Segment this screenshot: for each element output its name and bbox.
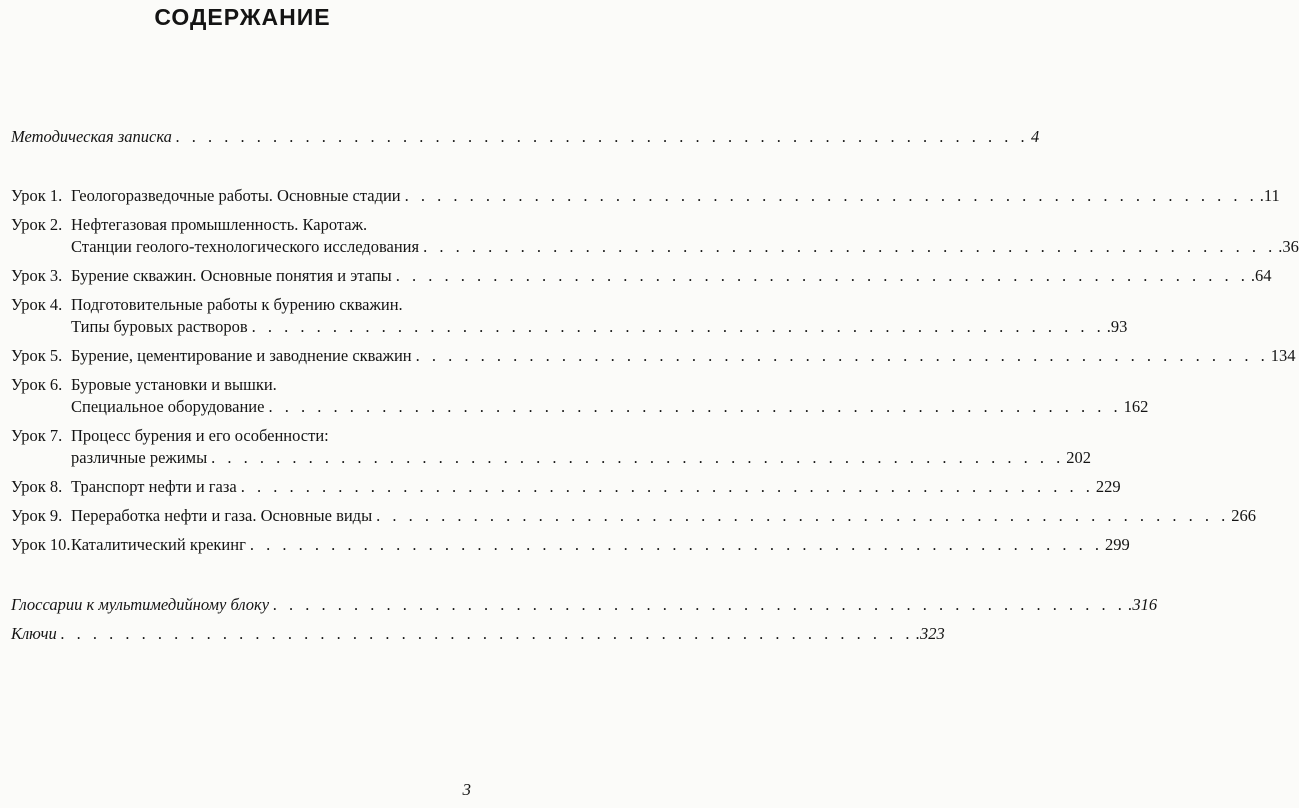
lesson-label: Урок 3. <box>11 266 63 285</box>
leader-dots: . . . . . . . . . . . . . . . . . . . . . . . . . . . . . . . . . . . . . . . . . . . . . . . . . . . . . <box>395 266 1249 285</box>
toc-entry-text: Буровые установки и вышки. <box>71 375 277 394</box>
toc-entry-lesson-5[interactable] <box>71 345 1296 367</box>
lesson-label: Урок 4. <box>11 295 63 314</box>
page-title: СОДЕРЖАНИЕ <box>154 4 331 30</box>
lesson-label: Урок 6. <box>11 375 63 394</box>
toc-entry-text: Типы буровых растворов <box>71 317 248 336</box>
leader-dots: . . . . . . . . . . . . . . . . . . . . . . . . . . . . . . . . . . . . . . . . . . . . . . . . . . . . . <box>404 186 1258 205</box>
toc-entry-lesson-9[interactable] <box>71 505 1257 527</box>
toc-entry-text: Транспорт нефти и газа <box>71 477 237 496</box>
toc-entry-page: 4 <box>1031 127 1040 146</box>
leader-dots: . . . . . . . . . . . . . . . . . . . . . . . . . . . . . . . . . . . . . . . . . . . . . . . . . . . . . <box>240 477 1094 496</box>
toc-entry-lesson-1[interactable] <box>71 185 1280 207</box>
toc-entry-page: .64 <box>1250 266 1272 285</box>
toc-entry-text: Специальное оборудование <box>71 397 265 416</box>
toc-entry-lesson-8[interactable] <box>71 476 1121 498</box>
leader-dots: . . . . . . . . . . . . . . . . . . . . . . . . . . . . . . . . . . . . . . . . . . . . . . . . . . . . . <box>251 317 1105 336</box>
toc-entry-text: Процесс бурения и его особенности: <box>71 426 329 445</box>
leader-dots: . . . . . . . . . . . . . . . . . . . . . . . . . . . . . . . . . . . . . . . . . . . . . . . . . . . . . <box>423 237 1277 256</box>
toc-entry-text: Бурение скважин. Основные понятия и этапы <box>71 266 392 285</box>
toc-entry-page: 202 <box>1066 448 1092 467</box>
toc-entry-text: Станции геолого-технологического исследования <box>71 237 420 256</box>
leader-dots: . . . . . . . . . . . . . . . . . . . . . . . . . . . . . . . . . . . . . . . . . . . . . . . . . . . . . <box>211 448 1065 467</box>
toc-entry-text: Методическая записка <box>11 127 172 146</box>
toc-entry-text: Бурение, цементирование и заводнение скважин <box>71 346 412 365</box>
toc-entry-page: 229 <box>1095 477 1121 496</box>
toc-entry-lesson-2[interactable] <box>71 236 1299 258</box>
leader-dots: . . . . . . . . . . . . . . . . . . . . . . . . . . . . . . . . . . . . . . . . . . . . . . . . . . . . . <box>60 624 914 643</box>
toc-entry-text: Подготовительные работы к бурению скважин. <box>71 295 403 314</box>
toc-entry-page: .36 <box>1278 237 1299 256</box>
toc-entry-page: 266 <box>1231 506 1257 525</box>
leader-dots: . . . . . . . . . . . . . . . . . . . . . . . . . . . . . . . . . . . . . . . . . . . . . . . . . . . . . <box>249 535 1103 554</box>
toc-entry-keys[interactable] <box>11 623 945 645</box>
toc-entry-text: различные режимы <box>71 448 208 467</box>
leader-dots: . . . . . . . . . . . . . . . . . . . . . . . . . . . . . . . . . . . . . . . . . . . . . . . . . . . . . <box>175 127 1030 146</box>
toc-entry-page: .93 <box>1106 317 1128 336</box>
toc-entry-lesson-10[interactable] <box>71 534 1130 556</box>
toc-entry-intro[interactable] <box>11 126 1040 148</box>
page-number: 3 <box>462 780 471 799</box>
toc-entry-lesson-4[interactable] <box>71 316 1128 338</box>
toc-entry-page: 299 <box>1105 535 1130 554</box>
toc-entry-lesson-6[interactable] <box>71 396 1149 418</box>
toc-entry-lesson-3[interactable] <box>71 265 1272 287</box>
toc-entry-text: Глоссарии к мультимедийному блоку <box>11 595 270 614</box>
toc-entry-page: .11 <box>1259 186 1280 205</box>
toc-entry-page: 162 <box>1123 397 1149 416</box>
lesson-label: Урок 5. <box>11 346 63 365</box>
toc-entry-lesson-7[interactable] <box>71 447 1092 469</box>
toc-entry-page: .316 <box>1128 595 1158 614</box>
toc-entry-text: Нефтегазовая промышленность. Каротаж. <box>71 215 368 234</box>
toc-entry-text: Переработка нефти и газа. Основные виды <box>71 506 373 525</box>
toc-entry-page: 134 <box>1270 346 1296 365</box>
toc-entry-text: Каталитический крекинг <box>71 535 246 554</box>
lesson-label: Урок 8. <box>11 477 63 496</box>
leader-dots: . . . . . . . . . . . . . . . . . . . . . . . . . . . . . . . . . . . . . . . . . . . . . . . . . . . . . <box>273 595 1127 614</box>
leader-dots: . . . . . . . . . . . . . . . . . . . . . . . . . . . . . . . . . . . . . . . . . . . . . . . . . . . . . <box>415 346 1269 365</box>
lesson-label: Урок 2. <box>11 215 63 234</box>
lesson-label: Урок 10. <box>11 535 71 554</box>
leader-dots: . . . . . . . . . . . . . . . . . . . . . . . . . . . . . . . . . . . . . . . . . . . . . . . . . . . . . <box>268 397 1122 416</box>
toc-entry-text: Геологоразведочные работы. Основные стадии <box>71 186 401 205</box>
toc-entry-glossary[interactable] <box>11 594 1158 616</box>
lesson-label: Урок 9. <box>11 506 63 525</box>
toc-entry-page: .323 <box>915 624 945 643</box>
lesson-label: Урок 1. <box>11 186 63 205</box>
lesson-label: Урок 7. <box>11 426 63 445</box>
leader-dots: . . . . . . . . . . . . . . . . . . . . . . . . . . . . . . . . . . . . . . . . . . . . . . . . . . . . . <box>376 506 1230 525</box>
toc-entry-text: Ключи <box>11 624 57 643</box>
